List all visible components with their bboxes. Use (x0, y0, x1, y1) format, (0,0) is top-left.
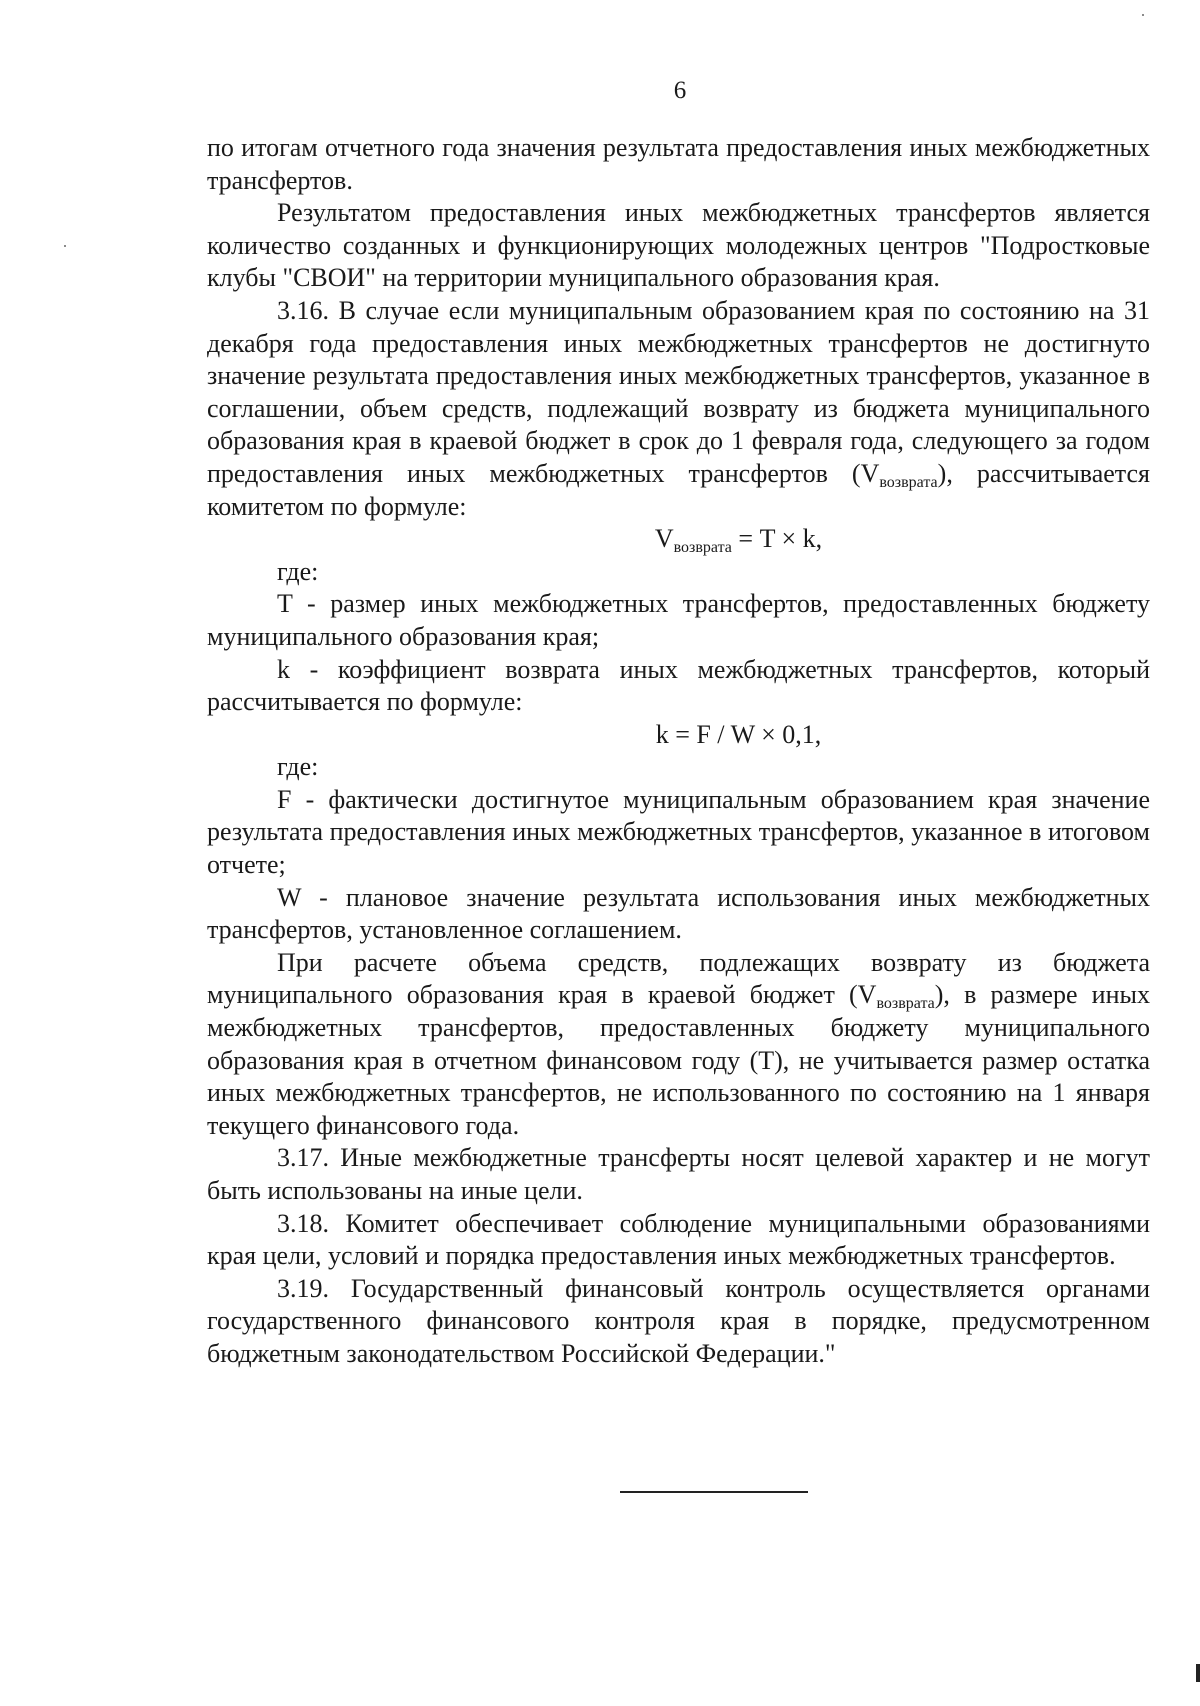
definition-t: T - размер иных межбюджетных трансфертов, предоставленных бюджету муниципального образования края; (207, 589, 1150, 651)
paragraph-3-16 (207, 295, 1150, 523)
v-return-subscript: возврата (876, 995, 935, 1013)
v-return-subscript: возврата (879, 473, 938, 491)
paragraph-calculation-note (207, 947, 1150, 1143)
paragraph-continuation: по итогам отчетного года значения результата предоставления иных межбюджетных трансфертов. (207, 133, 1150, 195)
definition-f: F - фактически достигнутое муниципальным образованием края значение результата предоставления иных межбюджетных трансфертов, указанное в итоговом отчете; (207, 784, 1150, 880)
where-label: где: (277, 556, 319, 586)
paragraph-3-17: 3.17. Иные межбюджетные трансферты носят целевой характер и не могут быть использованы на иные цели. (207, 1143, 1150, 1205)
where-label: где: (277, 752, 319, 782)
formula-v-return-lhs: V (654, 524, 674, 554)
paragraph-3-18: 3.18. Комитет обеспечивает соблюдение муниципальными образованиями края цели, условий и порядка предоставления иных межбюджетных трансфертов. (207, 1208, 1150, 1271)
formula-v-return (207, 523, 1150, 556)
definition-w: W - плановое значение результата использования иных межбюджетных трансфертов, установленное соглашением. (207, 882, 1150, 945)
paragraph-3-16-text: 3.16. В случае если муниципальным образованием края по состоянию на 31 декабря года предоставления иных межбюджетных трансфертов не достигнуто значение результата предоставления иных межбюджетных трансфертов, указанное в соглашении, объем средств, подлежащий возврату из бюджета муниципального образования края в краевой бюджет в срок до 1 февраля года, следующего за годом предоставления иных межбюджетных трансфертов (V (207, 295, 1150, 488)
margin-edge-mark (1196, 1664, 1200, 1682)
paragraph-result-definition: Результатом предоставления иных межбюджетных трансфертов является количество созданных и функционирующих молодежных центров "Подростковые клубы "СВОИ" на территории муниципального образования края. (207, 198, 1150, 293)
paragraph-3-19: 3.19. Государственный финансовый контроль осуществляется органами государственного финансового контроля края в порядке, предусмотренном бюджетным законодательством Российской Федерации." (207, 1273, 1150, 1368)
calculation-note-text: При расчете объема средств, подлежащих возврату из бюджета муниципального образования края в краевой бюджет (V (207, 947, 1150, 1010)
formula-v-return-rhs: = T × k, (731, 524, 823, 554)
end-of-document-rule (620, 1491, 808, 1493)
scan-speck (64, 245, 66, 247)
formula-k: k = F / W × 0,1, (655, 719, 822, 749)
formula-v-return-subscript: возврата (673, 539, 732, 557)
definition-k: k - коэффициент возврата иных межбюджетных трансфертов, который рассчитывается по формуле: (207, 654, 1150, 717)
calculation-note-text-end: ), в размере иных межбюджетных трансфертов, предоставленных бюджету муниципального образования края в отчетном финансовом году (T), не учитывается размер остатка иных межбюджетных трансфертов, не использованного по состоянию на 1 января текущего финансового года. (207, 980, 1150, 1140)
paragraph-3-16-text-end: ), рассчитывается комитетом по формуле: (207, 458, 1150, 521)
page-number: 6 (673, 77, 687, 104)
scan-speck (1142, 14, 1144, 16)
document-body (207, 132, 1150, 1371)
